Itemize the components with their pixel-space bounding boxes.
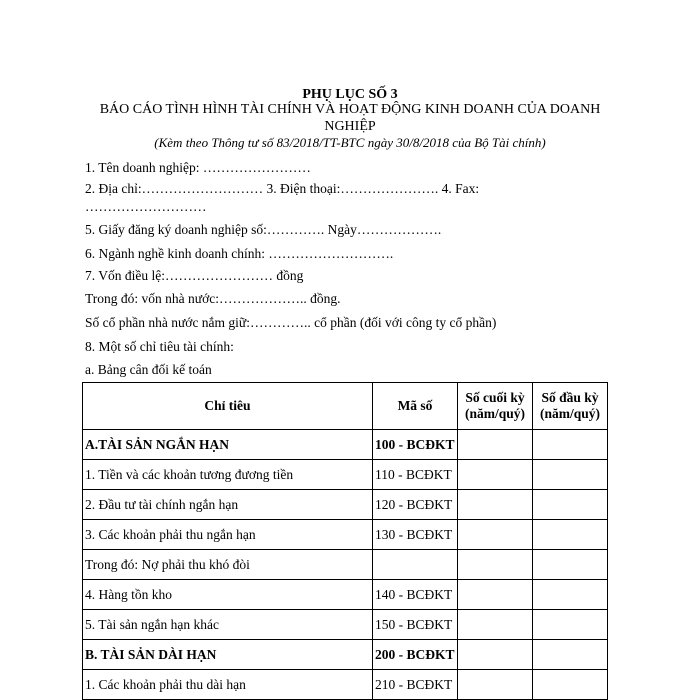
- table-row: [83, 610, 608, 640]
- row-label: 1. Các khoản phải thu dài hạn: [83, 670, 373, 700]
- legal-note: (Kèm theo Thông tư số 83/2018/TT-BTC ngày 30/8/2018 của Bộ Tài chính): [154, 135, 546, 150]
- row-label: A.TÀI SẢN NGẮN HẠN: [83, 430, 373, 460]
- row-begin-period-value: [533, 550, 608, 580]
- table-row: [83, 460, 608, 490]
- row-begin-period-value: [533, 430, 608, 460]
- registration-line: 5. Giấy đăng ký doanh nghiệp số:…………. Ngày……………….: [85, 222, 442, 237]
- row-code: [373, 550, 458, 580]
- row-label: Trong đó: Nợ phải thu khó đòi: [83, 550, 373, 580]
- row-label: 2. Đầu tư tài chính ngắn hạn: [83, 490, 373, 520]
- row-code: 140 - BCĐKT: [373, 580, 458, 610]
- row-end-period-value: [458, 430, 533, 460]
- row-code: 130 - BCĐKT: [373, 520, 458, 550]
- column-header-code: Mã số: [373, 383, 458, 430]
- address-phone-fax-line: 2. Địa chỉ:……………………… 3. Điện thoại:…………………. 4. Fax:: [85, 181, 480, 196]
- row-end-period-value: [458, 580, 533, 610]
- row-code: 100 - BCĐKT: [373, 430, 458, 460]
- report-title: BÁO CÁO TÌNH HÌNH TÀI CHÍNH VÀ HOẠT ĐỘNG KINH DOANH CỦA DOANH NGHIỆP: [99, 102, 601, 134]
- row-end-period-value: [458, 460, 533, 490]
- company-name-line: 1. Tên doanh nghiệp: ……………………: [85, 160, 311, 175]
- column-header-end-period: Số cuối kỳ (năm/quý): [458, 383, 533, 430]
- row-code: 110 - BCĐKT: [373, 460, 458, 490]
- balance-sheet-table: [82, 382, 608, 700]
- business-line: 6. Ngành nghề kinh doanh chính: ……………………….: [85, 246, 394, 261]
- row-label: 3. Các khoản phải thu ngắn hạn: [83, 520, 373, 550]
- row-code: 200 - BCĐKT: [373, 640, 458, 670]
- charter-capital-line: 7. Vốn điều lệ:…………………… đồng: [85, 268, 304, 283]
- table-row: [83, 640, 608, 670]
- table-row: [83, 490, 608, 520]
- appendix-title: PHỤ LỤC SỐ 3: [302, 87, 398, 102]
- row-begin-period-value: [533, 640, 608, 670]
- row-end-period-value: [458, 640, 533, 670]
- state-shares-line: Số cổ phần nhà nước nắm giữ:………….. cổ phần (đối với công ty cổ phần): [85, 315, 497, 330]
- table-row: [83, 550, 608, 580]
- row-end-period-value: [458, 490, 533, 520]
- row-end-period-value: [458, 670, 533, 700]
- table-row: [83, 580, 608, 610]
- row-begin-period-value: [533, 460, 608, 490]
- row-code: 120 - BCĐKT: [373, 490, 458, 520]
- table-row: [83, 520, 608, 550]
- balance-sheet-heading: a. Bảng cân đối kế toán: [85, 362, 212, 377]
- row-end-period-value: [458, 520, 533, 550]
- row-begin-period-value: [533, 490, 608, 520]
- row-code: 210 - BCĐKT: [373, 670, 458, 700]
- row-begin-period-value: [533, 610, 608, 640]
- row-begin-period-value: [533, 580, 608, 610]
- row-label: 1. Tiền và các khoản tương đương tiền: [83, 460, 373, 490]
- row-label: 5. Tài sản ngắn hạn khác: [83, 610, 373, 640]
- row-begin-period-value: [533, 670, 608, 700]
- row-end-period-value: [458, 610, 533, 640]
- fax-continuation-line: ………………………: [85, 199, 207, 214]
- column-header-indicator: Chỉ tiêu: [83, 383, 373, 430]
- row-label: 4. Hàng tồn kho: [83, 580, 373, 610]
- row-code: 150 - BCĐKT: [373, 610, 458, 640]
- financial-indicators-line: 8. Một số chỉ tiêu tài chính:: [85, 339, 234, 354]
- table-header-row: [83, 383, 608, 430]
- column-header-begin-period: Số đầu kỳ (năm/quý): [533, 383, 608, 430]
- table-row: [83, 430, 608, 460]
- state-capital-line: Trong đó: vốn nhà nước:……………….. đồng.: [85, 291, 341, 306]
- row-begin-period-value: [533, 520, 608, 550]
- table-row: [83, 670, 608, 700]
- row-label: B. TÀI SẢN DÀI HẠN: [83, 640, 373, 670]
- row-end-period-value: [458, 550, 533, 580]
